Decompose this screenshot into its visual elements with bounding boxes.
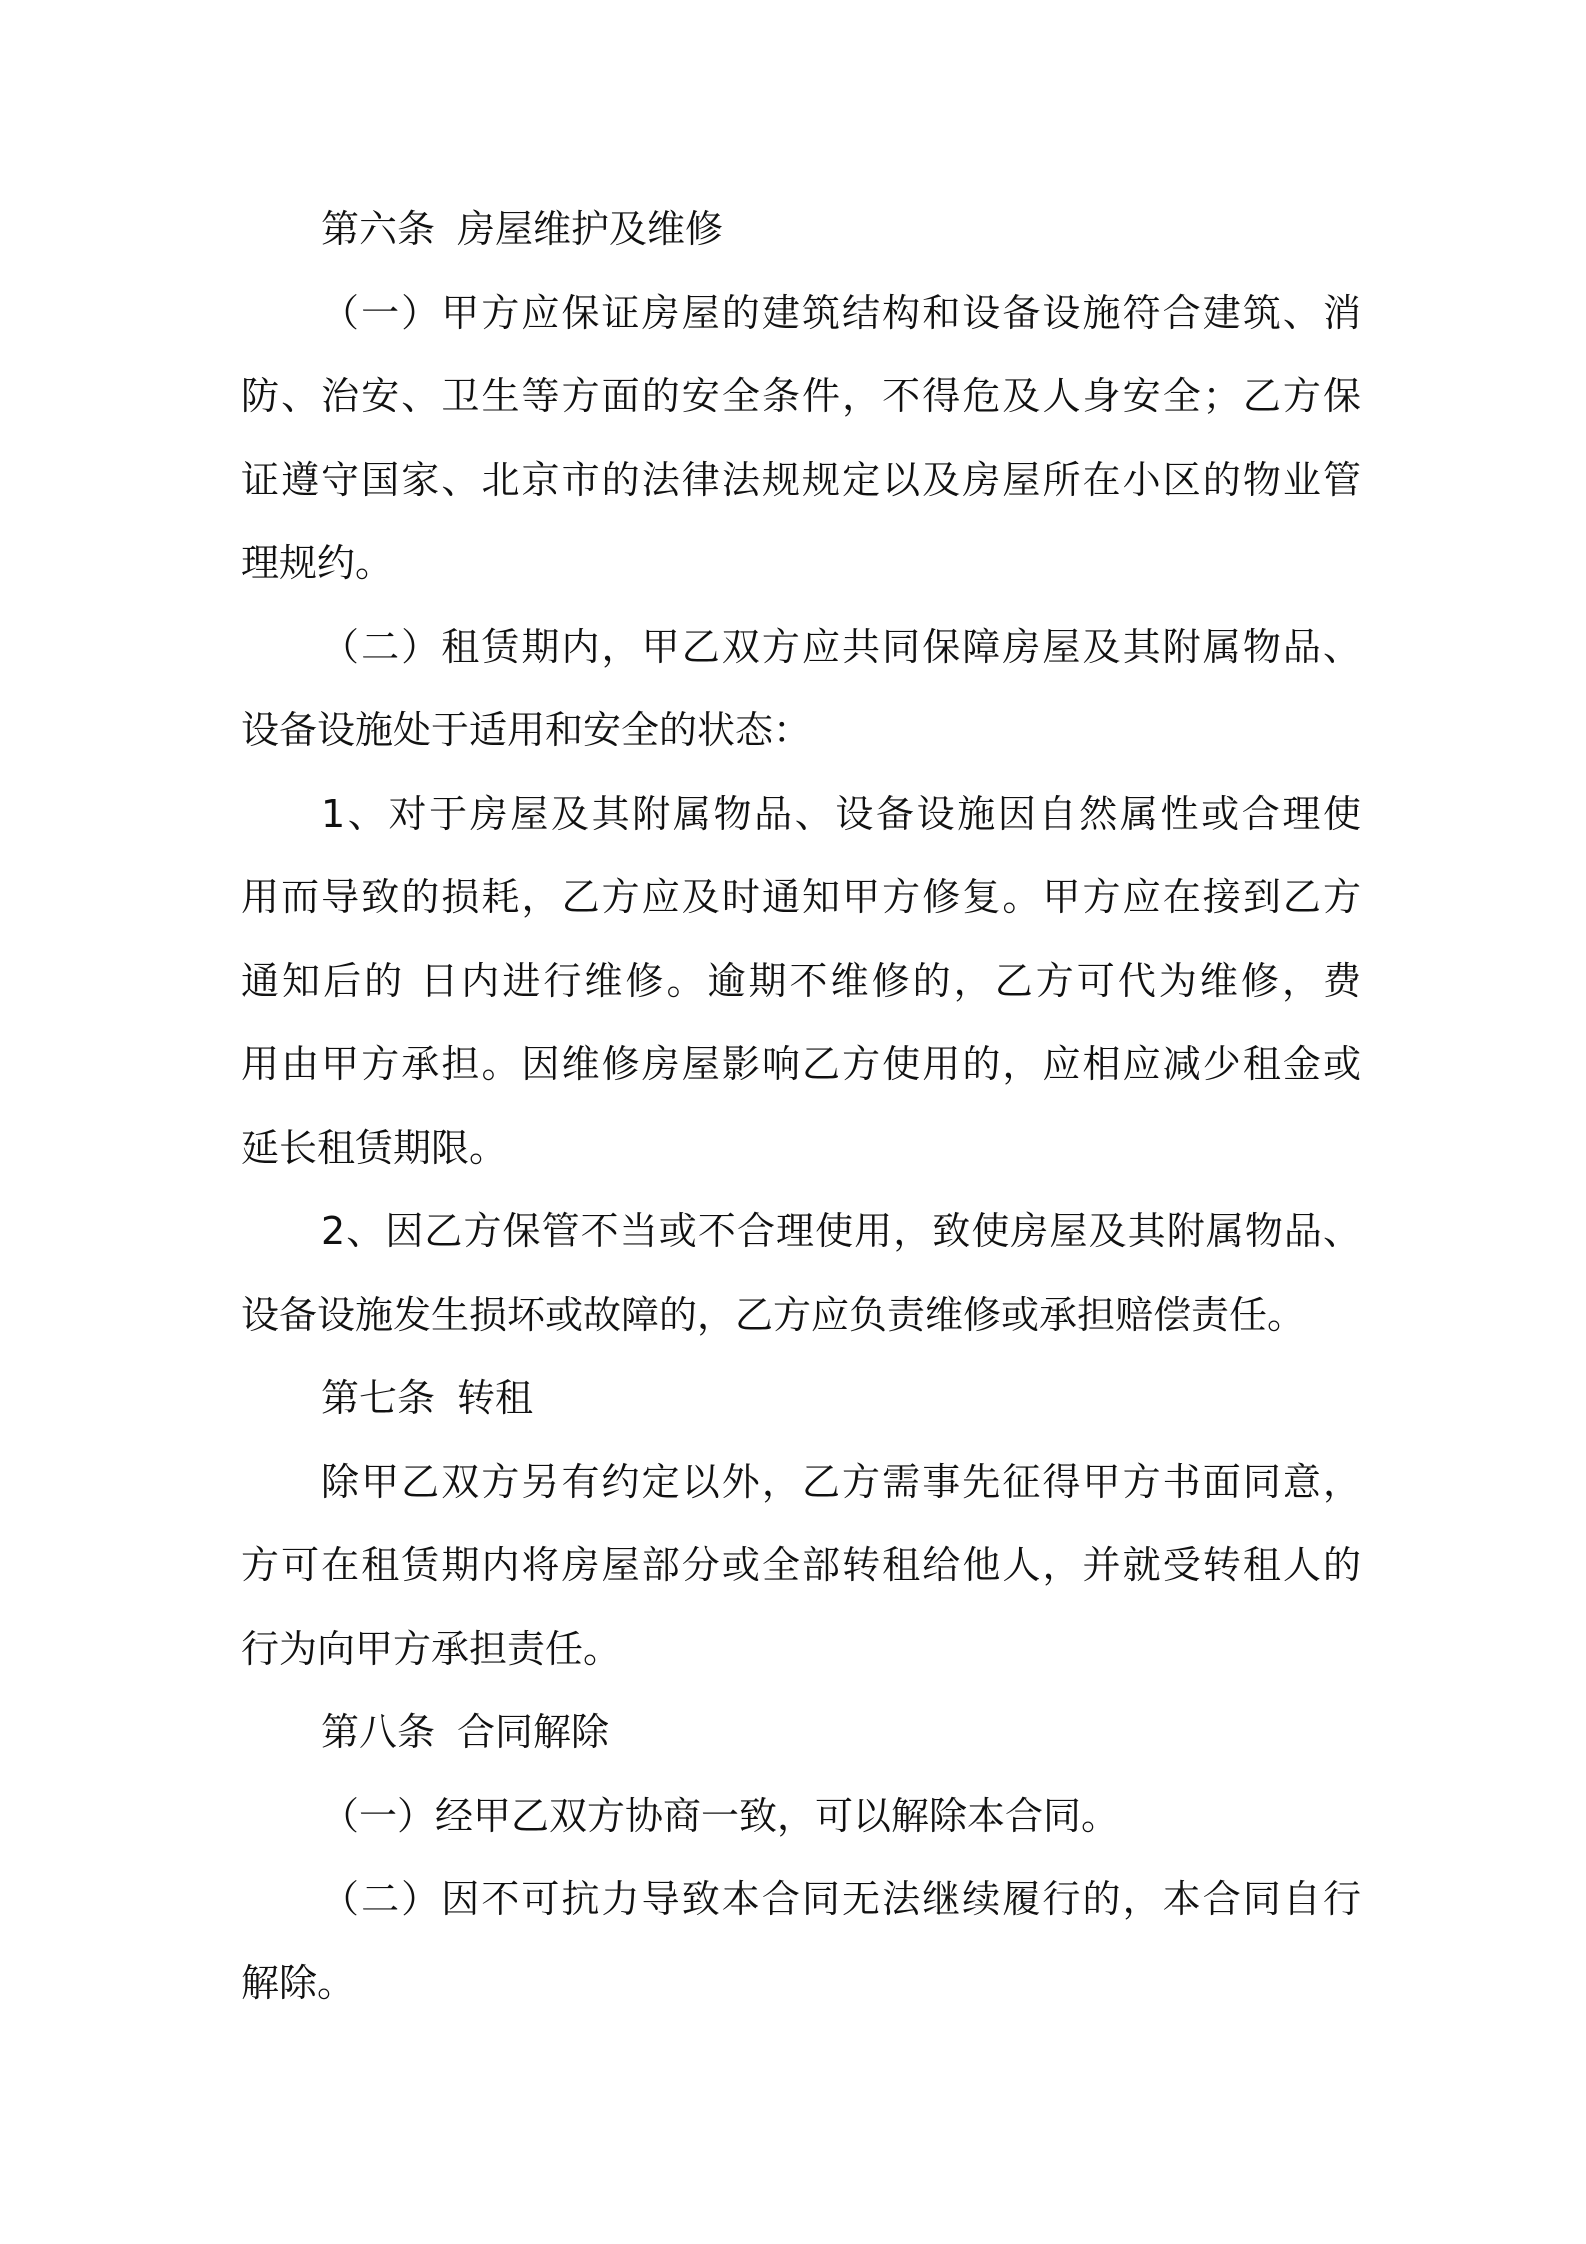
text-line: 延长租赁期限。 (241, 1125, 508, 1170)
text-line: （一）经甲乙双方协商一致，可以解除本合同。 (321, 1793, 1120, 1838)
text-line: 设备设施处于适用和安全的状态： (241, 708, 812, 752)
article-7-heading (241, 1357, 1361, 1441)
text-line: 理规约。 (241, 541, 394, 585)
article-8-clause-1 (241, 1775, 1361, 1859)
text-line: 用而导致的损耗，乙方应及时通知甲方修复。甲方应在接到乙方 (241, 875, 1361, 919)
article-6-number: 第六条 (321, 207, 436, 251)
article-7-number: 第七条 (321, 1376, 436, 1420)
contract-text (241, 188, 1361, 2025)
text-line: 设备设施发生损坏或故障的，乙方应负责维修或承担赔偿责任。 (241, 1292, 1306, 1337)
text-line: 用由甲方承担。因维修房屋影响乙方使用的，应相应减少租金或 (241, 1042, 1361, 1086)
text-line: 1、对于房屋及其附属物品、设备设施因自然属性或合理使 (321, 791, 1361, 836)
article-6-item-2 (241, 1190, 1361, 1357)
article-8-title: 合同解除 (457, 1710, 610, 1754)
text-line: （二）租赁期内，甲乙双方应共同保障房屋及其附属物品、 (321, 624, 1361, 669)
text-line: 行为向甲方承担责任。 (241, 1626, 622, 1671)
text-line: 通知后的 日内进行维修。逾期不维修的，乙方可代为维修，费 (241, 958, 1361, 1003)
text-line: （二）因不可抗力导致本合同无法继续履行的，本合同自行 (321, 1877, 1361, 1921)
article-8-clause-2 (241, 1858, 1361, 2025)
article-6-item-1 (241, 773, 1361, 1191)
text-line: （一）甲方应保证房屋的建筑结构和设备设施符合建筑、消 (321, 290, 1361, 335)
text-line: 解除。 (241, 1960, 356, 2005)
text-line: 2、因乙方保管不当或不合理使用，致使房屋及其附属物品、 (321, 1209, 1361, 1253)
text-line: 证遵守国家、北京市的法律法规规定以及房屋所在小区的物业管 (241, 457, 1361, 502)
article-8-heading (241, 1691, 1361, 1775)
article-6-title: 房屋维护及维修 (457, 207, 724, 251)
article-6-heading (241, 188, 1361, 272)
text-line: 防、治安、卫生等方面的安全条件，不得危及人身安全；乙方保 (241, 374, 1361, 418)
article-6-clause-1 (241, 272, 1361, 606)
text-line: 除甲乙双方另有约定以外，乙方需事先征得甲方书面同意， (321, 1459, 1361, 1504)
article-7-body (241, 1441, 1361, 1692)
article-7-title: 转租 (457, 1376, 534, 1420)
article-8-number: 第八条 (321, 1710, 436, 1754)
text-line: 方可在租赁期内将房屋部分或全部转租给他人，并就受转租人的 (241, 1543, 1361, 1587)
article-6-clause-2 (241, 606, 1361, 773)
